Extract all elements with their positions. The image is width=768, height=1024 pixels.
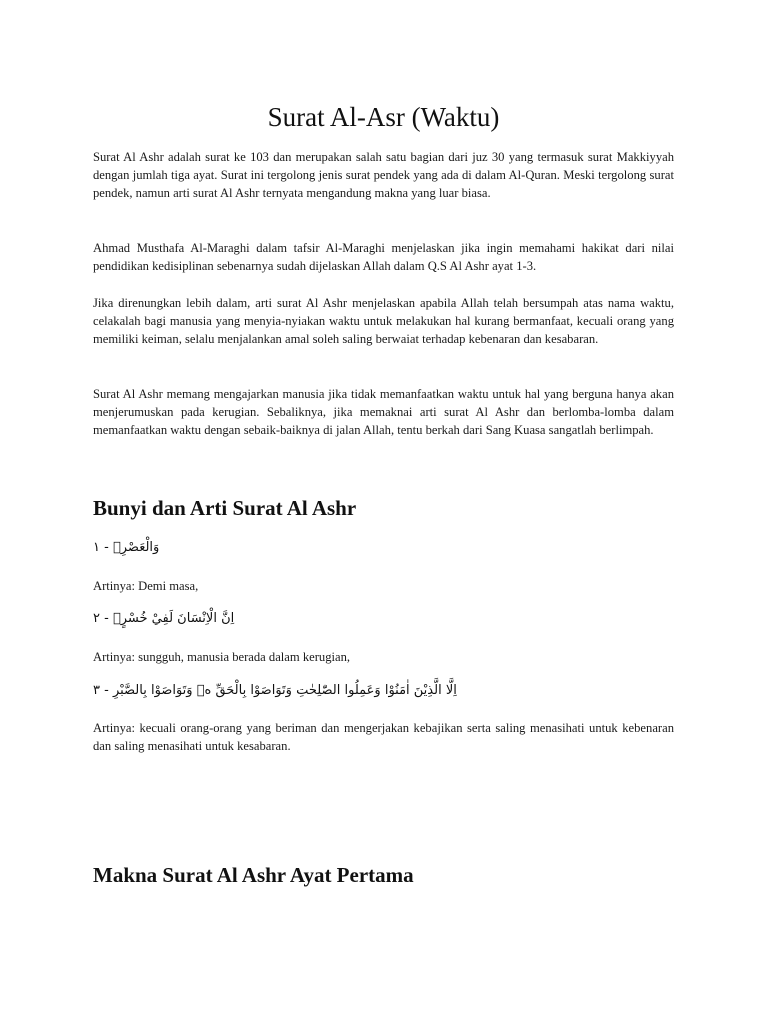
- paragraph-intro: Surat Al Ashr adalah surat ke 103 dan merupakan salah satu bagian dari juz 30 yang termasuk surat Makkiyyah dengan jumlah tiga ayat. Surat ini tergolong jenis surat pendek yang ada di dalam Al-Quran. Meski tergolong surat pendek, namun arti surat Al Ashr ternyata mengandung makna yang luar biasa.: [93, 150, 674, 201]
- arabic-verse-3: اِلَّا الَّذِيْنَ اٰمَنُوْا وَعَمِلُوا الصّٰلِحٰتِ وَتَوَاصَوْا بِالْحَقِّ ەۙ وَتَوَاصَوْا بِالصَّبْرِ - ٣: [93, 683, 457, 698]
- translation-verse-2: Artinya: sungguh, manusia berada dalam kerugian,: [93, 650, 351, 664]
- section-heading-bunyi-arti: Bunyi dan Arti Surat Al Ashr: [93, 496, 357, 520]
- translation-verse-3: Artinya: kecuali orang-orang yang beriman dan mengerjakan kebajikan serta saling menasihati untuk kebenaran dan saling menasihati untuk kesabaran.: [93, 721, 674, 754]
- paragraph-mengajarkan: Surat Al Ashr memang mengajarkan manusia jika tidak memanfaatkan waktu untuk hal yang berguna hanya akan menjerumuskan pada kerugian. Sebaliknya, jika memaknai arti surat Al Ashr dan berlomba-lomba dalam memanfaatkan waktu dengan sebaik-baiknya di jalan Allah, tentu berkah dari Sang Kuasa sangatlah berlimpah.: [93, 387, 674, 438]
- paragraph-renungkan: Jika direnungkan lebih dalam, arti surat Al Ashr menjelaskan apabila Allah telah bersumpah atas nama waktu, celakalah bagi manusia yang menyia-nyiakan waktu untuk melakukan hal kurang bermanfaat, kecuali orang yang memiliki keiman, selalu menjalankan amal soleh saling berwaiat terhadap kebenaran dan kesabaran.: [93, 296, 674, 347]
- arabic-verse-2: اِنَّ الْاِنْسَانَ لَفِيْ خُسْرٍۙ - ٢: [93, 611, 235, 626]
- arabic-verse-1: وَالْعَصْرِۙ - ١: [93, 540, 160, 555]
- translation-verse-1: Artinya: Demi masa,: [93, 579, 199, 593]
- section-heading-makna-ayat-pertama: Makna Surat Al Ashr Ayat Pertama: [93, 863, 414, 887]
- document-title: Surat Al-Asr (Waktu): [267, 102, 500, 132]
- paragraph-maraghi: Ahmad Musthafa Al-Maraghi dalam tafsir Al-Maraghi menjelaskan jika ingin memahami hakikat dari nilai pendidikan kedisiplinan sebenarnya sudah dijelaskan Allah dalam Q.S Al Ashr ayat 1-3.: [93, 241, 674, 274]
